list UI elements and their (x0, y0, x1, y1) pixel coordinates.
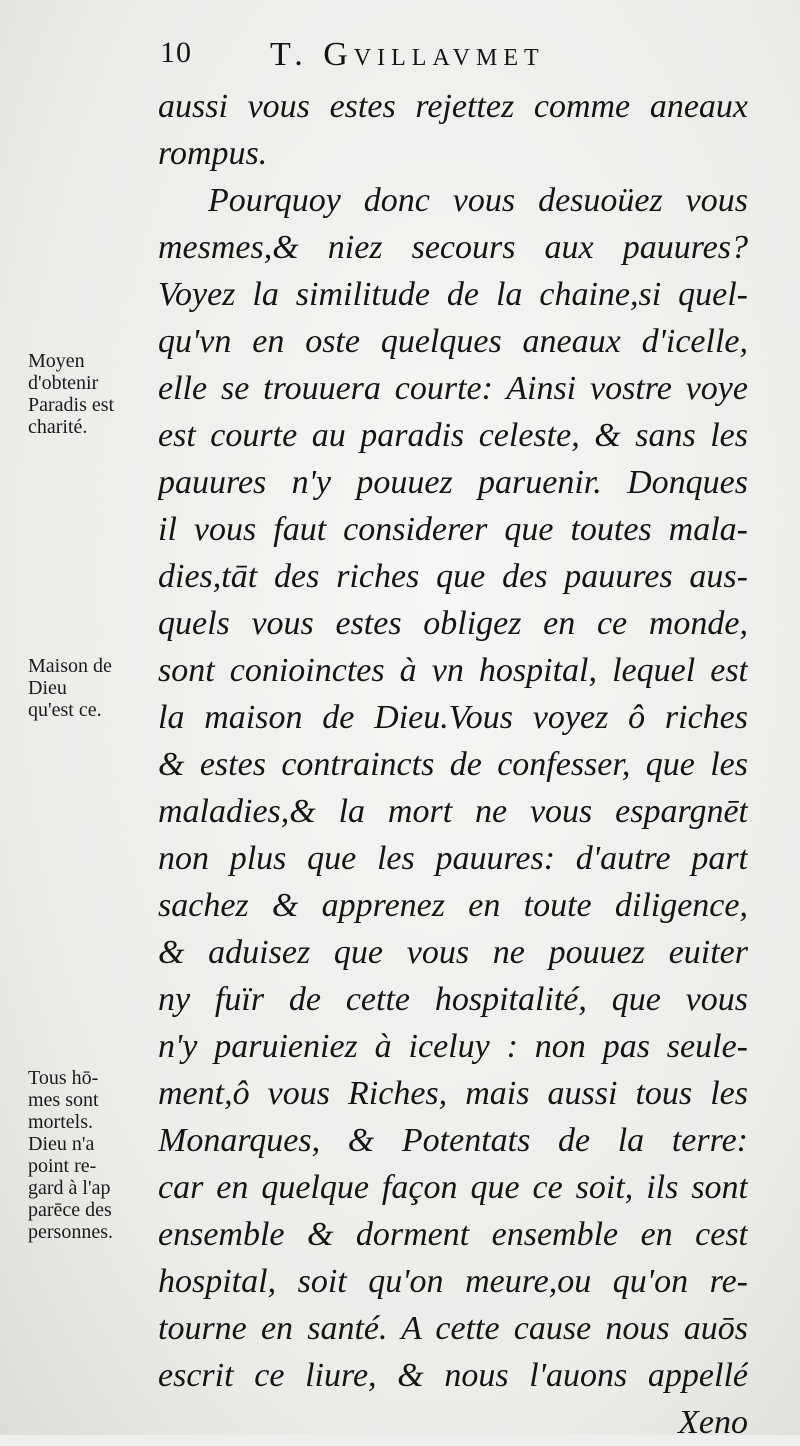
text-line: est courte au paradis celeste, & sans les (158, 417, 748, 454)
text-line: Voyez la similitude de la chaine,si quel- (158, 276, 748, 313)
text-line: elle se trouuera courte: Ainsi vostre voye (158, 370, 748, 407)
text-line: dies,tāt des riches que des pauures aus- (158, 558, 748, 595)
text-line: qu'vn en oste quelques aneaux d'icelle, (158, 323, 748, 360)
text-line: aussi vous estes rejettez comme aneaux (158, 88, 748, 125)
text-line: mesmes,& niez secours aux pauures? (158, 229, 748, 266)
text-line: rompus. (158, 135, 268, 172)
text-line: non plus que les pauures: d'autre part (158, 840, 748, 877)
margin-note: Moyen d'obtenir Paradis est charité. (28, 350, 115, 438)
body-text (158, 83, 748, 1446)
text-line: tourne en santé. A cette cause nous auōs (158, 1310, 748, 1347)
running-title: T. Gvillavmet (270, 36, 545, 73)
text-line: ensemble & dorment ensemble en cest (158, 1216, 748, 1253)
text-line: sachez & apprenez en toute diligence, (158, 887, 748, 924)
page-header (160, 30, 760, 90)
text-line: & estes contraincts de confesser, que les (158, 746, 748, 783)
text-line: il vous faut considerer que toutes mala- (158, 511, 748, 548)
text-line: & aduisez que vous ne pouuez euiter (158, 934, 748, 971)
text-line: la maison de Dieu.Vous voyez ô riches (158, 699, 748, 736)
text-line: ment,ô vous Riches, mais aussi tous les (158, 1075, 748, 1112)
text-line: car en quelque façon que ce soit, ils sont (158, 1169, 748, 1206)
text-line: escrit ce liure, & nous l'auons appellé (158, 1357, 748, 1394)
text-line: Pourquoy donc vous desuoüez vous (208, 182, 748, 219)
text-line: sont conioinctes à vn hospital, lequel est (158, 652, 748, 689)
text-line: ny fuïr de cette hospitalité, que vous (158, 981, 748, 1018)
margin-note: Tous hō- mes sont mortels. Dieu n'a point re- gard à l'ap parēce des personnes. (28, 1067, 113, 1243)
margin-note: Maison de Dieu qu'est ce. (28, 655, 112, 721)
text-line: pauures n'y pouuez paruenir. Donques (158, 464, 748, 501)
page-number: 10 (160, 36, 192, 69)
text-line: hospital, soit qu'on meure,ou qu'on re- (158, 1263, 748, 1300)
text-line: maladies,& la mort ne vous espargnēt (158, 793, 748, 830)
text-line: quels vous estes obligez en ce monde, (158, 605, 748, 642)
text-line: n'y paruieniez à iceluy : non pas seule- (158, 1028, 748, 1065)
text-line: Monarques, & Potentats de la terre: (158, 1122, 748, 1159)
catchword: Xeno (678, 1404, 748, 1441)
